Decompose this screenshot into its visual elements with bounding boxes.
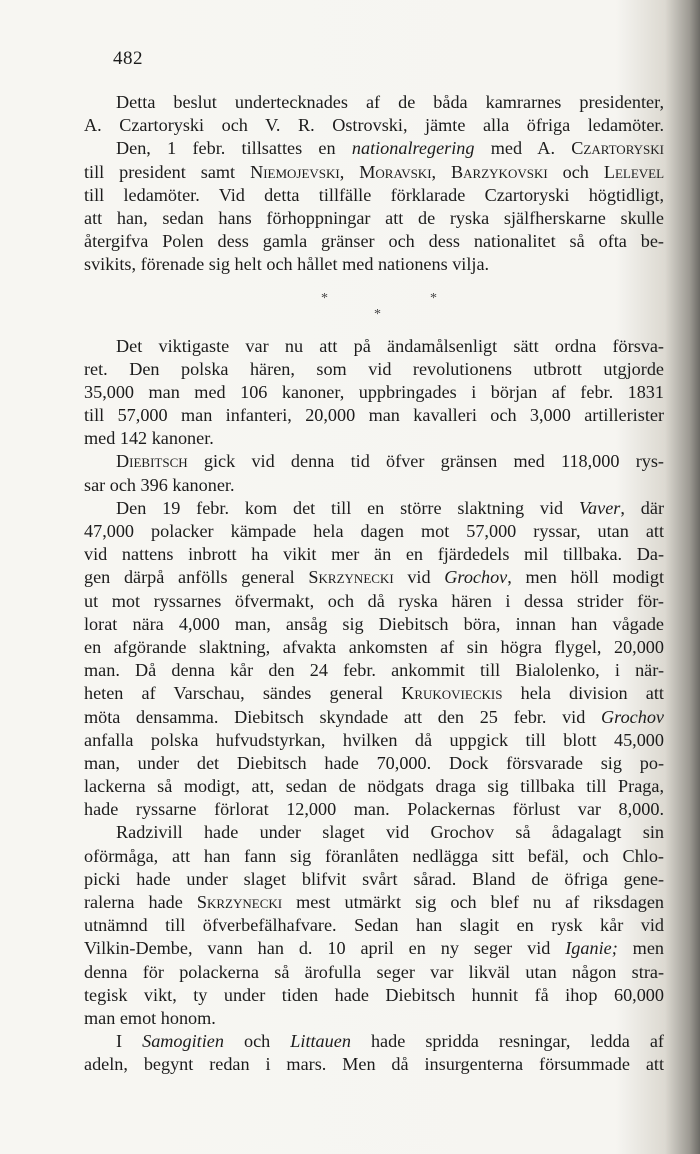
- text-segment: mest utmärkt sig och blef nu af riksdagen: [282, 892, 664, 912]
- text-line: [84, 427, 664, 450]
- text-segment: att han, sedan hans förhoppningar att de ryska själfherskarne skulle: [84, 207, 664, 228]
- text-segment: anfalla polska hufvudstyrkan, hvilken då uppgick till blott 45,000: [84, 729, 664, 750]
- text-segment: med 142 kanoner.: [84, 428, 214, 449]
- text-segment: ut mot ryssarnes öfvermakt, och då ryska hären i dessa strider för-: [84, 590, 664, 611]
- text-segment: man. Då denna kår den 24 febr. ankommit till Bialolenko, i när-: [84, 660, 664, 681]
- text-segment: gick vid denna tid öfver gränsen med 118,000 rys-: [187, 451, 664, 472]
- text-segment: Littauen: [290, 1031, 351, 1052]
- text-line: [84, 207, 664, 230]
- text-line: [84, 520, 664, 543]
- text-line: [84, 729, 664, 752]
- text-segment: och: [547, 161, 604, 182]
- text-line: [84, 404, 664, 427]
- text-segment: tegisk vikt, ty under tiden hade Diebitsch hunnit få ihop 60,000: [84, 984, 664, 1005]
- text-segment: nationalregering: [351, 138, 475, 159]
- text-line: [84, 184, 664, 207]
- text-segment: till president samt: [84, 161, 251, 182]
- text-line: [84, 358, 664, 381]
- text-line: [84, 497, 664, 520]
- text-segment: Diebitsch: [116, 451, 188, 472]
- text-segment: återgifva Polen dess gamla gränser och dess nationalitet så ofta be-: [84, 231, 664, 252]
- text-line: [84, 891, 664, 914]
- text-segment: ,: [339, 161, 360, 182]
- text-line: [84, 636, 664, 659]
- text-segment: ralerna hade: [84, 892, 197, 912]
- text-segment: , men höll modigt: [507, 567, 664, 588]
- text-segment: Grochov: [444, 567, 508, 588]
- text-segment: denna för polackerna så ärofulla seger var likväl utan någon stra-: [84, 961, 664, 982]
- text-line: [84, 613, 664, 636]
- text-segment: Krukovieckis: [401, 683, 503, 704]
- text-line: [84, 590, 664, 613]
- text-segment: Niemojevski: [250, 161, 340, 182]
- text-segment: hela division att: [502, 683, 664, 704]
- text-segment: ret. Den polska hären, som vid revolutionens utbrott utgjorde: [84, 358, 664, 379]
- text-segment: Skrzynecki: [308, 567, 394, 588]
- paragraph-block-2: [84, 335, 664, 1077]
- text-segment: Barzykovski: [451, 161, 548, 182]
- text-segment: möta densamma. Diebitsch skyndade att den 25 febr. vid: [84, 706, 602, 727]
- text-segment: adeln, begynt redan i mars. Men då insurgenterna försummade att: [84, 1054, 664, 1075]
- text-line: [84, 752, 664, 775]
- text-line: [84, 381, 664, 404]
- text-segment: Det viktigaste var nu att på ändamålsenligt sätt ordna försva-: [116, 335, 664, 356]
- text-segment: lorat nära 4,000 man, ansåg sig Diebitsch böra, innan han vågade: [84, 613, 664, 634]
- separator-star: *: [374, 306, 381, 322]
- text-segment: Czartoryski: [571, 138, 664, 159]
- text-line: [84, 961, 664, 984]
- separator-star: *: [430, 290, 437, 306]
- text-segment: Skrzynecki: [196, 892, 283, 912]
- text-segment: picki hade under slaget blifvit svårt sårad. Bland de öfriga gene-: [84, 868, 664, 889]
- text-line: [84, 1053, 664, 1076]
- text-segment: sar och 396 kanoner.: [84, 474, 235, 495]
- text-line: [84, 474, 664, 497]
- text-segment: till ledamöter. Vid detta tillfälle förklarade Czartoryski högtidligt,: [84, 184, 664, 205]
- text-segment: Moravski: [359, 161, 432, 182]
- text-line: [84, 1007, 664, 1030]
- text-line: [84, 161, 664, 184]
- text-line: [84, 682, 664, 705]
- text-line: [84, 798, 664, 821]
- text-line: [84, 137, 664, 160]
- text-segment: Grochov: [601, 706, 664, 727]
- text-line: [84, 914, 664, 937]
- text-line: [84, 706, 664, 729]
- text-line: [84, 566, 664, 589]
- text-segment: A. Czartoryski och V. R. Ostrovski, jämte alla öfriga ledamöter.: [84, 115, 664, 136]
- text-segment: ,: [431, 161, 452, 182]
- text-line: [84, 335, 664, 358]
- text-line: [84, 937, 664, 960]
- page-number: 482: [113, 48, 143, 69]
- text-segment: men: [617, 938, 664, 959]
- text-line: [84, 450, 664, 473]
- section-separator: [84, 277, 664, 335]
- body-text: [84, 91, 664, 1077]
- text-segment: Samogitien: [142, 1031, 224, 1052]
- text-line: [84, 845, 664, 868]
- text-segment: oförmåga, att han fann sig föranlåten nedlägga sitt befäl, och Chlo-: [84, 845, 664, 866]
- text-segment: hade spridda resningar, ledda af: [350, 1031, 664, 1052]
- text-line: [84, 821, 664, 844]
- paragraph-block-1: [84, 91, 664, 277]
- text-segment: Radzivill hade under slaget vid Grochov så ådagalagt sin: [116, 822, 664, 843]
- text-segment: med A.: [474, 138, 572, 159]
- separator-star: *: [321, 290, 328, 306]
- text-line: [84, 984, 664, 1007]
- text-segment: och: [223, 1031, 291, 1052]
- text-segment: hade ryssarne förlorat 12,000 man. Polackernas förlust var 8,000.: [84, 799, 664, 820]
- text-segment: lackerna så modigt, att, sedan de nödgats draga sig tillbaka till Praga,: [84, 776, 664, 797]
- text-segment: utnämnd till öfverbefälhafvare. Sedan han slagit en rysk kår vid: [84, 915, 664, 936]
- text-line: [84, 659, 664, 682]
- text-segment: svikits, förenade sig helt och hållet med nationens vilja.: [84, 254, 490, 275]
- text-segment: , där: [620, 497, 664, 518]
- text-segment: vid: [393, 567, 445, 588]
- text-segment: Den, 1 febr. tillsattes en: [116, 138, 352, 159]
- text-segment: Detta beslut undertecknades af de båda kamrarnes presidenter,: [116, 92, 664, 112]
- text-segment: 35,000 man med 106 kanoner, uppbringades i början af febr. 1831: [84, 381, 664, 402]
- text-segment: gen därpå anfölls general: [84, 567, 309, 588]
- text-segment: man, under det Diebitsch hade 70,000. Dock försvarade sig po-: [84, 752, 664, 773]
- text-line: [84, 868, 664, 891]
- text-segment: Vilkin-Dembe, vann han d. 10 april en ny seger vid: [84, 938, 566, 959]
- text-line: [84, 114, 664, 137]
- text-line: [84, 253, 664, 276]
- text-segment: vid nattens inbrott ha vikit mer än en fjärdedels mil tillbaka. Da-: [84, 544, 664, 565]
- text-line: [84, 775, 664, 798]
- text-line: [84, 230, 664, 253]
- text-segment: till 57,000 man infanteri, 20,000 man kavalleri och 3,000 artillerister: [84, 405, 664, 426]
- text-segment: heten af Varschau, sändes general: [84, 683, 402, 704]
- text-segment: Den 19 febr. kom det till en större slaktning vid: [116, 497, 579, 518]
- text-segment: Iganie;: [565, 938, 618, 959]
- text-segment: I: [116, 1031, 143, 1052]
- text-segment: en afgörande slaktning, afvakta ankomsten af sin högra flygel, 20,000: [84, 636, 664, 657]
- text-segment: 47,000 polacker kämpade hela dagen mot 57,000 ryssar, utan att: [84, 521, 664, 541]
- text-segment: Vaver: [578, 497, 621, 518]
- text-line: [84, 543, 664, 566]
- text-line: [84, 1030, 664, 1053]
- text-segment: man emot honom.: [84, 1007, 216, 1028]
- text-segment: Lelevel: [603, 161, 665, 182]
- text-line: [84, 91, 664, 114]
